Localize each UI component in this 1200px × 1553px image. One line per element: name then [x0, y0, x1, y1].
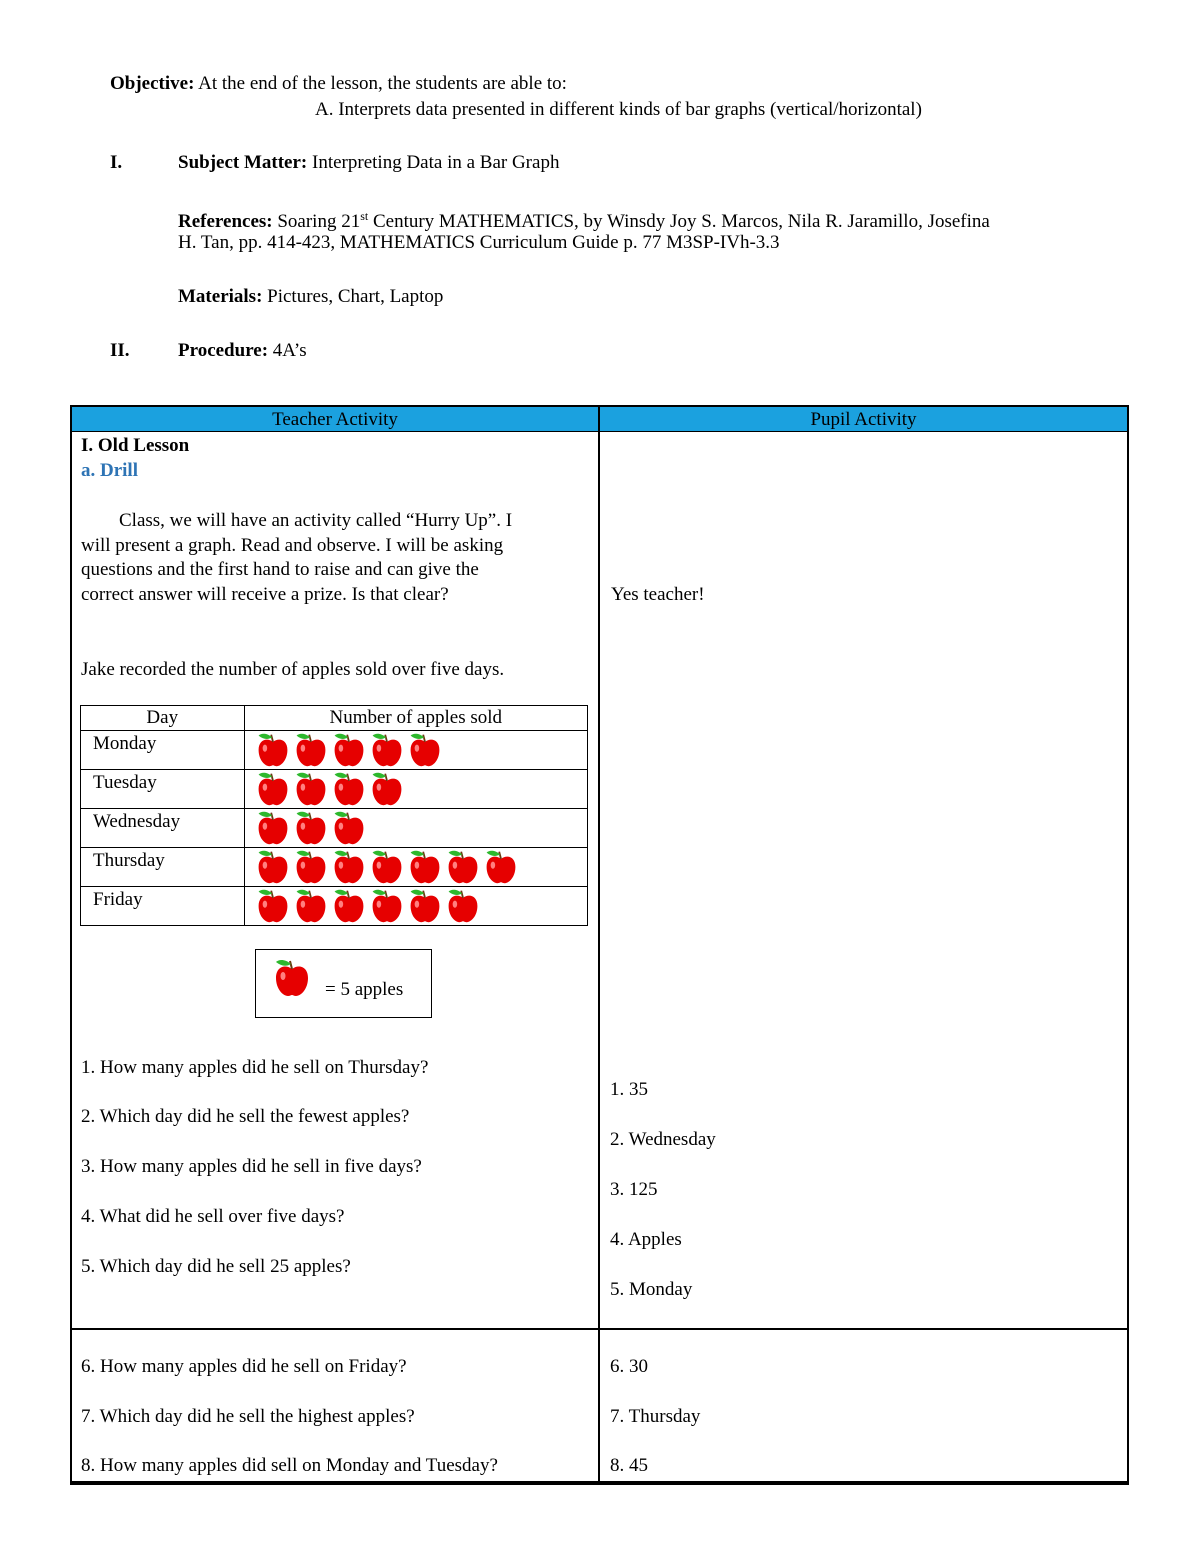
answer-7: 7. Thursday — [610, 1406, 701, 1427]
objective-a: A. Interprets data presented in different kinds of bar graphs (vertical/horizontal) — [315, 99, 922, 120]
table-row — [81, 731, 588, 770]
materials-text: Pictures, Chart, Laptop — [267, 286, 444, 307]
apple-icon — [331, 849, 367, 885]
materials — [178, 285, 443, 309]
apple-icon — [369, 849, 405, 885]
apple-icon — [369, 732, 405, 768]
col-header-day: Day — [81, 706, 245, 731]
instruction-line-4: correct answer will receive a prize. Is that clear? — [81, 584, 449, 605]
question-5: 5. Which day did he sell 25 apples? — [81, 1256, 351, 1277]
section-number-1: I. — [110, 152, 123, 173]
apple-icon — [331, 888, 367, 924]
instruction-line-1: Class, we will have an activity called “Hurry Up”. I — [119, 510, 513, 531]
apple-icon — [255, 771, 291, 807]
apple-icon — [369, 888, 405, 924]
apple-icon — [369, 771, 405, 807]
apple-icon — [483, 849, 519, 885]
pupil-activity-header: Pupil Activity — [810, 409, 917, 430]
answer-1: 1. 35 — [610, 1079, 648, 1100]
instruction-line-2: will present a graph. Read and observe. I will be asking — [81, 535, 504, 556]
apple-icon — [293, 732, 329, 768]
col-header-number: Number of apples sold — [244, 706, 588, 731]
references-label: References: — [178, 211, 273, 232]
procedure — [178, 339, 307, 363]
apple-icon — [293, 888, 329, 924]
apple-icon — [255, 888, 291, 924]
question-8: 8. How many apples did sell on Monday and Tuesday? — [81, 1455, 498, 1476]
day-cell: Monday — [81, 731, 245, 770]
answer-5: 5. Monday — [610, 1279, 693, 1300]
apple-icon — [293, 771, 329, 807]
table-row — [81, 770, 588, 809]
drill-heading: a. Drill — [81, 460, 138, 481]
apple-icon — [255, 732, 291, 768]
apple-icon — [293, 849, 329, 885]
apples-cell — [244, 887, 588, 926]
question-7: 7. Which day did he sell the highest apples? — [81, 1406, 415, 1427]
apple-icon — [445, 849, 481, 885]
answer-8: 8. 45 — [610, 1455, 648, 1476]
apples-cell — [244, 731, 588, 770]
subject-text: Interpreting Data in a Bar Graph — [312, 152, 560, 173]
question-1: 1. How many apples did he sell on Thursday? — [81, 1057, 429, 1078]
apple-icon — [272, 958, 312, 998]
table-row — [81, 887, 588, 926]
apple-icon — [255, 810, 291, 846]
references-line-1: References: Soaring 21st Century MATHEMATICS, by Winsdy Joy S. Marcos, Nila R. Jaramillo, Josefina — [178, 209, 990, 232]
teacher-activity-header: Teacher Activity — [272, 409, 398, 430]
apples-cell — [244, 848, 588, 887]
answer-6: 6. 30 — [610, 1356, 648, 1377]
pictograph-intro: Jake recorded the number of apples sold over five days. — [81, 659, 505, 680]
pictograph-table — [80, 705, 588, 926]
materials-label: Materials: — [178, 286, 263, 307]
subject-matter — [178, 151, 559, 175]
old-lesson-heading: I. Old Lesson — [81, 435, 190, 456]
question-3: 3. How many apples did he sell in five days? — [81, 1156, 422, 1177]
column-divider — [598, 405, 600, 1485]
pictograph-legend — [255, 949, 432, 1018]
pupil-reply: Yes teacher! — [611, 584, 705, 605]
answer-2: 2. Wednesday — [610, 1129, 716, 1150]
apple-icon — [407, 732, 443, 768]
answer-3: 3. 125 — [610, 1179, 658, 1200]
day-cell: Wednesday — [81, 809, 245, 848]
subject-label: Subject Matter: — [178, 152, 308, 173]
objective-line — [110, 72, 567, 96]
question-4: 4. What did he sell over five days? — [81, 1206, 345, 1227]
apples-cell — [244, 809, 588, 848]
apple-icon — [407, 888, 443, 924]
legend-text: = 5 apples — [325, 979, 404, 1000]
procedure-text: 4A’s — [272, 340, 307, 361]
section-number-2: II. — [110, 340, 130, 361]
answer-4: 4. Apples — [610, 1229, 682, 1250]
apple-icon — [331, 732, 367, 768]
question-6: 6. How many apples did he sell on Friday? — [81, 1356, 407, 1377]
day-cell: Thursday — [81, 848, 245, 887]
apple-icon — [293, 810, 329, 846]
objective-label: Objective: — [110, 73, 195, 94]
apple-icon — [445, 888, 481, 924]
instruction-line-3: questions and the first hand to raise and can give the — [81, 559, 479, 580]
table-row — [81, 848, 588, 887]
references-line-2: H. Tan, pp. 414-423, MATHEMATICS Curriculum Guide p. 77 M3SP-IVh-3.3 — [178, 232, 780, 253]
table-row — [81, 809, 588, 848]
table-bottom-line — [70, 1481, 1129, 1483]
apple-icon — [331, 810, 367, 846]
apples-cell — [244, 770, 588, 809]
question-2: 2. Which day did he sell the fewest apples? — [81, 1106, 410, 1127]
day-cell: Friday — [81, 887, 245, 926]
row-divider — [70, 1328, 1129, 1330]
objective-text: At the end of the lesson, the students are able to: — [198, 73, 567, 94]
day-cell: Tuesday — [81, 770, 245, 809]
apple-icon — [255, 849, 291, 885]
apple-icon — [407, 849, 443, 885]
procedure-label: Procedure: — [178, 340, 269, 361]
apple-icon — [331, 771, 367, 807]
